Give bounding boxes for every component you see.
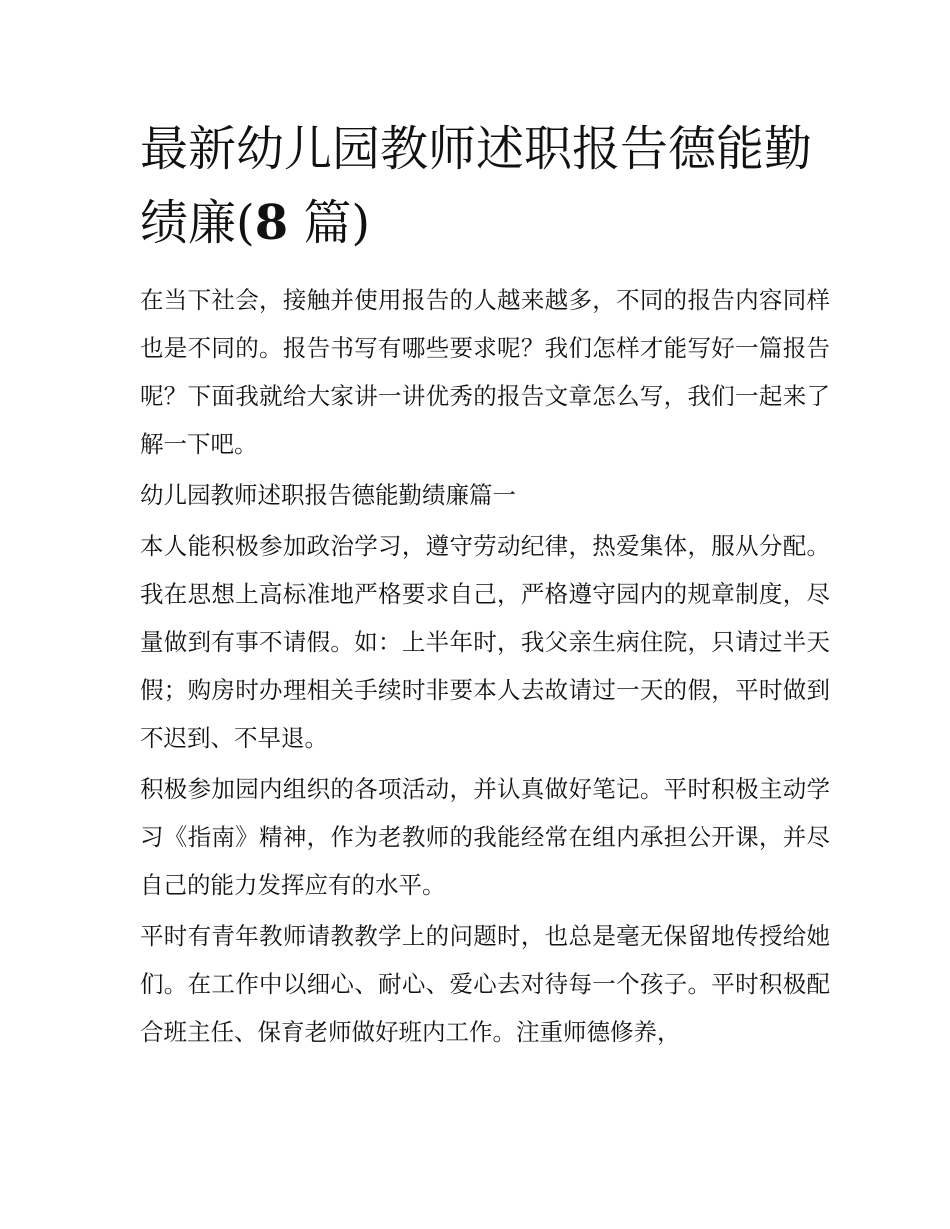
title-text-part2: 篇) [288, 195, 371, 251]
title-number: 8 [254, 195, 289, 251]
document-title [140, 112, 820, 260]
section-heading: 幼儿园教师述职报告德能勤绩廉篇一 [140, 481, 516, 509]
title-text-part1: 最新幼儿园教师述职报告德能勤绩廉( [140, 121, 813, 251]
document-body [140, 276, 830, 1059]
body-paragraph: 平时有青年教师请教教学上的问题时，也总是毫无保留地传授给她们。在工作中以细心、耐心、爱心去对待每一个孩子。平时积极配合班主任、保育老师做好班内工作。注重师德修养， [140, 922, 830, 1046]
body-paragraph: 本人能积极参加政治学习，遵守劳动纪律，热爱集体，服从分配。我在思想上高标准地严格要求自己，严格遵守园内的规章制度，尽量做到有事不请假。如：上半年时，我父亲生病住院，只请过半天假；购房时办理相关手续时非要本人去故请过一天的假，平时做到不迟到、不早退。 [140, 532, 830, 752]
body-paragraph: 积极参加园内组织的各项活动，并认真做好笔记。平时积极主动学习《指南》精神，作为老教师的我能经常在组内承担公开课，并尽自己的能力发挥应有的水平。 [140, 775, 830, 899]
intro-paragraph: 在当下社会，接触并使用报告的人越来越多，不同的报告内容同样也是不同的。报告书写有哪些要求呢？我们怎样才能写好一篇报告呢？下面我就给大家讲一讲优秀的报告文章怎么写，我们一起来了解一下吧。 [140, 286, 830, 458]
